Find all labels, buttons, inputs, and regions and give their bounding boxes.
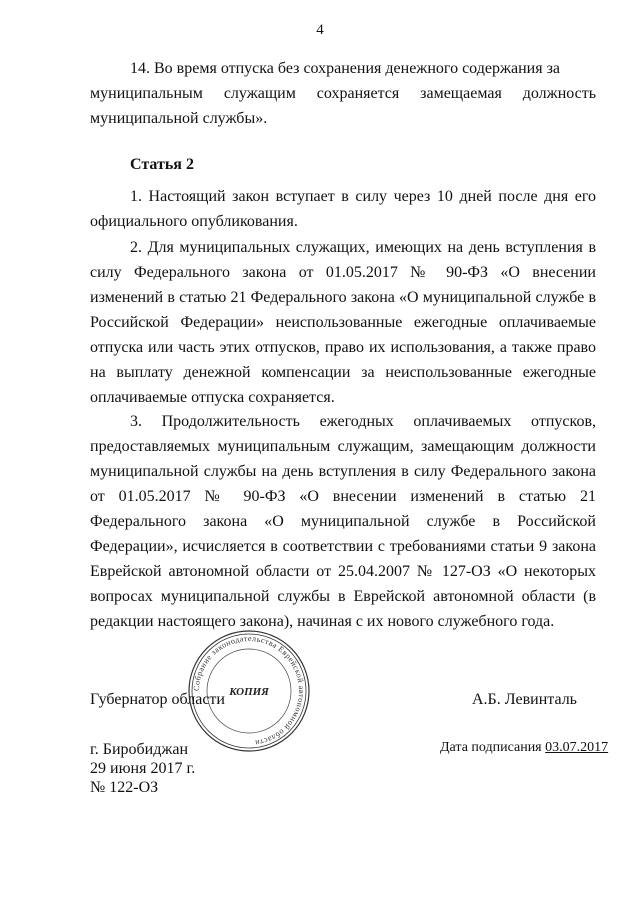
item-14-line-2 bbox=[90, 81, 596, 106]
stamp-ring-text: Собрание законодательства Еврейской автономной области bbox=[191, 633, 307, 748]
article-heading: Статья 2 bbox=[130, 156, 194, 173]
article-paragraph-1 bbox=[90, 184, 596, 234]
item-14-line-3: муниципальной службы». bbox=[90, 110, 268, 127]
paragraph-3-text: 3. Продолжительность ежегодных оплачиваемых отпусков, предоставляемых муниципальным служащим, замещающим должности муниципальной службы на день вступления в силу Федерального закона от 01.05.2017 № 90-ФЗ «О внесении изменений в статью 21 Федерального закона «О муниципальной службе в Российской Федерации», исчисляется в соответствии с требованиями статьи 9 закона Еврейской автономной области от 25.04.2007 № 127-ОЗ «О некоторых вопросах муниципальной службы в Еврейской автономной области (в редакции настоящего закона), начиная с их нового служебного года. bbox=[90, 413, 596, 630]
place: г. Биробиджан bbox=[90, 741, 189, 758]
signing-date bbox=[440, 740, 608, 756]
item-14-word: служащим bbox=[223, 85, 296, 102]
signing-date-label: Дата подписания bbox=[440, 740, 542, 755]
law-details bbox=[90, 740, 195, 797]
stamp-center-text: КОПИЯ bbox=[229, 686, 269, 698]
adoption-date: 29 июня 2017 г. bbox=[90, 760, 196, 777]
item-14 bbox=[90, 56, 596, 131]
item-14-line-1: 14. Во время отпуска без сохранения денежного содержания за bbox=[130, 60, 561, 77]
page-number: 4 bbox=[316, 22, 324, 38]
signatory-name: А.Б. Левинталь bbox=[472, 691, 577, 708]
signatory-position: Губернатор области bbox=[90, 691, 225, 708]
item-14-word: замещаемая bbox=[420, 85, 502, 102]
law-number: № 122-ОЗ bbox=[90, 779, 159, 796]
item-14-word: муниципальным bbox=[90, 85, 203, 102]
paragraph-2-text: 2. Для муниципальных служащих, имеющих на день вступления в силу Федерального закона от 01.05.2017 № 90-ФЗ «О внесении изменений в статью 21 Федерального закона «О муниципальной службе в Российской Федерации» неиспользованные ежегодные оплачиваемые отпуска или часть этих отпусков, право их использования, а также право на выплату денежной компенсации за неиспользованные ежегодные оплачиваемые отпуска сохраняется. bbox=[90, 239, 596, 406]
article-paragraph-3 bbox=[90, 409, 596, 634]
paragraph-1-text: 1. Настоящий закон вступает в силу через 10 дней после дня его официального опубликования. bbox=[90, 188, 596, 230]
item-14-word: сохраняется bbox=[316, 85, 400, 102]
article-paragraph-2 bbox=[90, 235, 596, 410]
signing-date-value: 03.07.2017 bbox=[545, 740, 609, 755]
item-14-word: должность bbox=[522, 85, 597, 102]
